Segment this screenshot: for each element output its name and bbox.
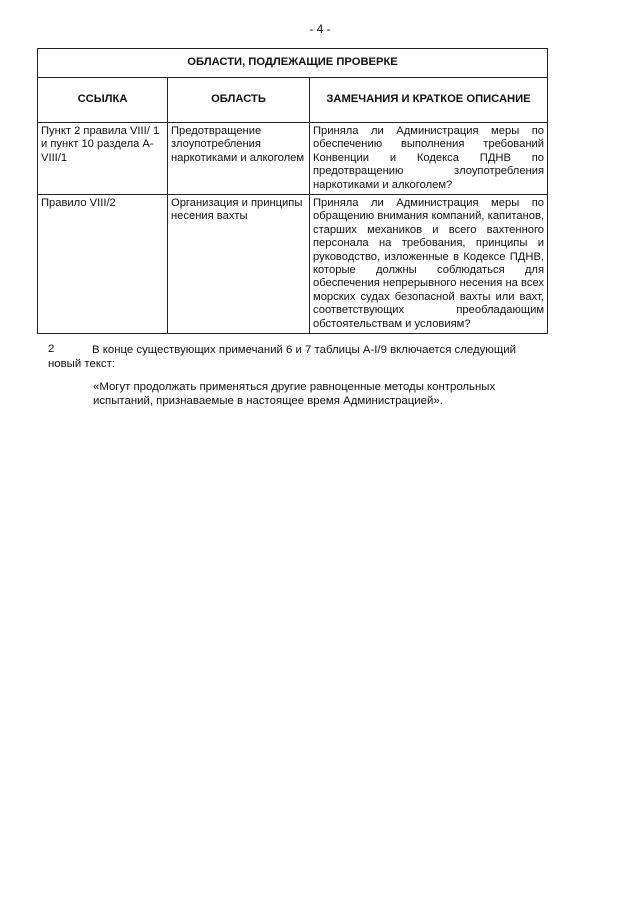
note-number: 2 bbox=[48, 343, 55, 355]
header-area: ОБЛАСТЬ bbox=[168, 78, 310, 123]
amendment-note bbox=[48, 343, 540, 371]
inspection-areas-table bbox=[37, 48, 548, 334]
row-description: Приняла ли Администрация меры по обеспечению выполнения требований Конвенции и Кодекса ПДНВ по предотвращению злоупотребления наркотиками и алкоголем? bbox=[310, 123, 548, 195]
page-number: - 4 - bbox=[309, 22, 331, 36]
row-area: Организация и принципы несения вахты bbox=[168, 195, 310, 334]
header-reference: ССЫЛКА bbox=[38, 78, 168, 123]
quoted-text: «Могут продолжать применяться другие равноценные методы контрольных испытаний, признаваемые в настоящее время Администрацией». bbox=[93, 381, 496, 407]
row-reference: Пункт 2 правила VIII/ 1 и пункт 10 раздела A-VIII/1 bbox=[38, 123, 168, 195]
table-row bbox=[38, 195, 548, 334]
row-description: Приняла ли Администрация меры по обращению внимания компаний, капитанов, старших механиков и всего вахтенного персонала на требования, принципы и руководство, изложенные в Кодексе ПДНВ, которые должны соблюдаться для обеспечения непрерывного несения на всех морских судах безопасной вахты или вахт, соответствующих преобладающим обстоятельствам и условиям? bbox=[310, 195, 548, 334]
table-row bbox=[38, 123, 548, 195]
note-text: В конце существующих примечаний 6 и 7 таблицы A-I/9 включается следующий новый текст: bbox=[48, 344, 516, 370]
header-remarks: ЗАМЕЧАНИЯ И КРАТКОЕ ОПИСАНИЕ bbox=[310, 78, 548, 123]
table-title: ОБЛАСТИ, ПОДЛЕЖАЩИЕ ПРОВЕРКЕ bbox=[38, 49, 548, 78]
row-reference: Правило VIII/2 bbox=[38, 195, 168, 334]
row-area: Предотвращение злоупотребления наркотиками и алкоголем bbox=[168, 123, 310, 195]
